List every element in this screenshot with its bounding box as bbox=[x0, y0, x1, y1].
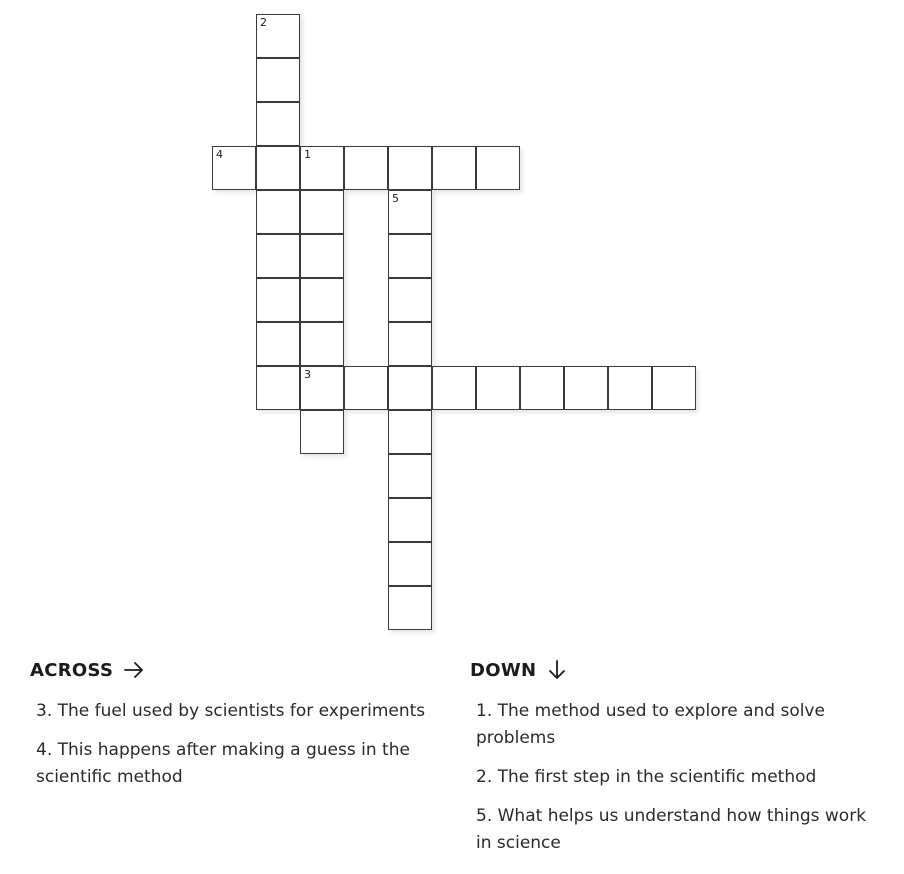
grid-cell[interactable] bbox=[388, 586, 432, 630]
grid-cell[interactable] bbox=[388, 542, 432, 586]
arrow-right-icon bbox=[123, 659, 145, 681]
down-clue-list bbox=[470, 698, 870, 857]
down-clue-1[interactable]: 1. The method used to explore and solve problems bbox=[476, 701, 825, 748]
clue-number: 4 bbox=[216, 148, 223, 161]
grid-cell[interactable] bbox=[256, 58, 300, 102]
grid-cell[interactable] bbox=[344, 366, 388, 410]
grid-cell[interactable] bbox=[432, 366, 476, 410]
grid-cell[interactable] bbox=[476, 146, 520, 190]
arrow-down-icon bbox=[546, 659, 568, 681]
across-clue-4[interactable]: 4. This happens after making a guess in the scientific method bbox=[36, 740, 410, 787]
grid-cell[interactable] bbox=[256, 322, 300, 366]
across-clue-3[interactable]: 3. The fuel used by scientists for experiments bbox=[36, 701, 426, 721]
clue-number: 5 bbox=[392, 192, 399, 205]
grid-cell[interactable] bbox=[388, 454, 432, 498]
grid-cell[interactable] bbox=[344, 146, 388, 190]
grid-cell[interactable] bbox=[256, 102, 300, 146]
down-clues bbox=[470, 656, 870, 869]
grid-cell[interactable] bbox=[388, 366, 432, 410]
grid-cell[interactable] bbox=[388, 234, 432, 278]
grid-cell[interactable] bbox=[476, 366, 520, 410]
grid-cell[interactable] bbox=[388, 410, 432, 454]
grid-cell[interactable] bbox=[388, 498, 432, 542]
across-heading bbox=[30, 656, 450, 684]
across-clues bbox=[30, 656, 450, 803]
grid-cell[interactable] bbox=[256, 278, 300, 322]
grid-cell[interactable] bbox=[388, 322, 432, 366]
clue-number: 3 bbox=[304, 368, 311, 381]
grid-cell[interactable] bbox=[300, 190, 344, 234]
grid-cell[interactable] bbox=[300, 234, 344, 278]
grid-cell[interactable] bbox=[388, 146, 432, 190]
grid-cell[interactable] bbox=[256, 190, 300, 234]
down-clue-2[interactable]: 2. The first step in the scientific method bbox=[476, 767, 817, 787]
grid-cell[interactable] bbox=[520, 366, 564, 410]
down-heading-label: DOWN bbox=[470, 659, 537, 681]
grid-cell[interactable] bbox=[564, 366, 608, 410]
grid-cell[interactable] bbox=[256, 146, 300, 190]
grid-cell[interactable] bbox=[432, 146, 476, 190]
down-clue-5[interactable]: 5. What helps us understand how things work in science bbox=[476, 806, 867, 853]
down-heading bbox=[470, 656, 870, 684]
grid-cell[interactable] bbox=[608, 366, 652, 410]
clue-number: 2 bbox=[260, 16, 267, 29]
grid-cell[interactable] bbox=[256, 234, 300, 278]
grid-cell[interactable] bbox=[256, 14, 300, 58]
grid-cell[interactable] bbox=[388, 278, 432, 322]
grid-cell[interactable] bbox=[300, 366, 344, 410]
clue-number: 1 bbox=[304, 148, 311, 161]
grid-cell[interactable] bbox=[300, 322, 344, 366]
grid-cell[interactable] bbox=[300, 278, 344, 322]
grid-cell[interactable] bbox=[652, 366, 696, 410]
across-clue-list bbox=[30, 698, 450, 791]
across-heading-label: ACROSS bbox=[30, 659, 114, 681]
grid-cell[interactable] bbox=[212, 146, 256, 190]
grid-cell[interactable] bbox=[300, 410, 344, 454]
grid-cell[interactable] bbox=[388, 190, 432, 234]
grid-cell[interactable] bbox=[300, 146, 344, 190]
grid-cell[interactable] bbox=[256, 366, 300, 410]
